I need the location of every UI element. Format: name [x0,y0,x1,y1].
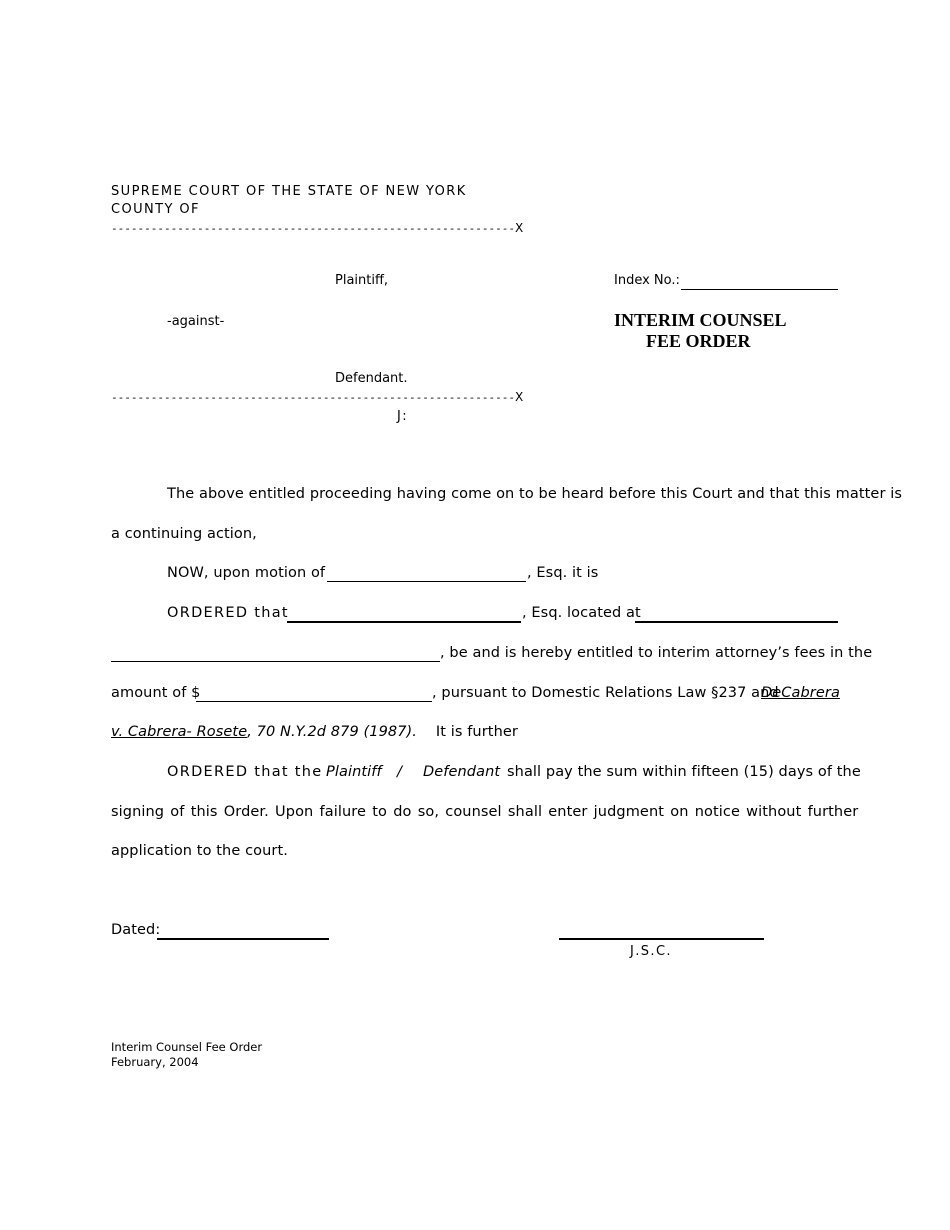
case-citation: , 70 N.Y.2d 879 (1987). [247,724,418,740]
county-label: COUNTY OF [111,202,200,217]
counsel-address-field-cont[interactable] [111,661,440,662]
footer-form-name: Interim Counsel Fee Order [111,1040,263,1054]
ordered2-prefix: ORDERED that the [167,764,323,780]
index-no-label: Index No.: [614,273,680,288]
separator-x: X [514,221,524,235]
counsel-address-field[interactable] [635,621,838,623]
now-motion-prefix: NOW, upon motion of [167,565,326,581]
dated-label: Dated: [111,922,161,938]
against-label: -against- [167,314,225,329]
citation-line [111,724,518,740]
court-name: SUPREME COURT OF THE STATE OF NEW YORK [111,184,467,199]
caption-separator-top [111,221,523,235]
index-no-field[interactable] [681,289,838,290]
footer-date: February, 2004 [111,1055,199,1069]
caption-separator-bottom [111,390,523,404]
paragraph-intro-line1: The above entitled proceeding having come on to be heard before this Court and that this matter is [167,486,903,502]
it-is-further: It is further [435,724,518,740]
ordered2-suffix: shall pay the sum within fifteen (15) days of the [507,764,861,780]
justice-signature-line[interactable] [559,938,764,940]
spacer [417,724,436,740]
now-motion-suffix: , Esq. it is [527,565,599,581]
party-slash: / [397,764,402,780]
defendant-label: Defendant. [335,371,408,386]
movant-attorney-field[interactable] [327,581,526,582]
application-line: application to the court. [111,843,288,859]
justice-label: J: [397,409,409,424]
amount-suffix: , pursuant to Domestic Relations Law §237 and [432,685,779,701]
paragraph-intro-line2: a continuing action, [111,526,257,542]
ordered1-prefix: ORDERED that [167,605,289,621]
entitled-text: , be and is hereby entitled to interim attorney’s fees in the [440,645,873,661]
dated-field[interactable] [157,938,329,940]
signing-line: signing of this Order. Upon failure to do so, counsel shall enter judgment on notice without further [111,804,859,820]
jsc-label: J.S.C. [630,944,672,959]
separator-dashes: ------------------------------------------------------------- [111,391,515,404]
amount-prefix: amount of $ [111,685,201,701]
order-title-line2: FEE ORDER [646,331,751,351]
case-name-part2: v. Cabrera- Rosete [111,724,248,740]
plaintiff-label: Plaintiff, [335,273,389,288]
plaintiff-option[interactable]: Plaintiff [326,764,382,780]
separator-dashes: ------------------------------------------------------------- [111,222,515,235]
separator-x: X [514,390,524,404]
case-name-part1: DeCabrera [761,685,840,701]
fee-amount-field[interactable] [196,701,432,702]
defendant-option[interactable]: Defendant [423,764,501,780]
order-title-line1: INTERIM COUNSEL [614,310,787,330]
ordered1-mid: , Esq. located at [522,605,641,621]
counsel-name-field[interactable] [287,621,521,623]
